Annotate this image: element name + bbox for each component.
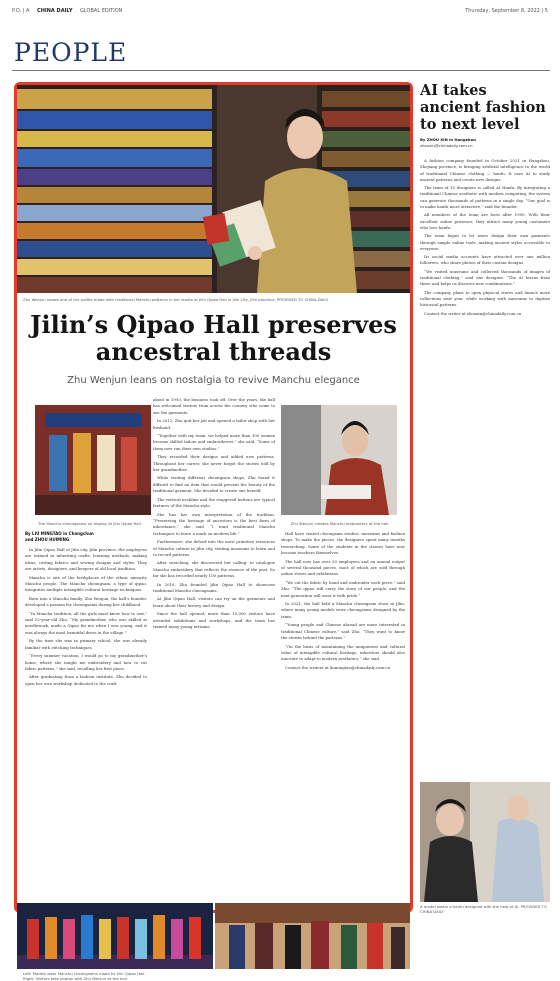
side-article[interactable] — [420, 82, 550, 916]
paragraph: The vertical neckline and the staggered buttons are typical features of the Manchu style. — [153, 496, 275, 509]
paragraph: about in 1993, the business took off. Over the years, the hall has welcomed visitors from across the country who come to see the garments. — [153, 397, 275, 415]
side-byline-email: zhouxin@chinadaily.com.cn — [420, 142, 473, 148]
feature-article[interactable] — [14, 82, 413, 981]
paragraph: In 2012, Zhu quit her job and opened a tailor shop with her husband. — [153, 418, 275, 430]
paragraph: After graduating from a fashion institute, Zhu decided to open her own workshop dedicated to the craft. — [25, 674, 147, 686]
masthead-page-ref: P.O. | A — [12, 8, 30, 14]
masthead-left — [12, 8, 128, 14]
photo-left-caption: The Manchu cheongsams on display at Jilin Qipao Hall. — [38, 521, 142, 526]
paragraph: The hall now has over 50 employees and an annual output of several thousand pieces, most of which are sold through online stores and exhibitions. — [281, 558, 405, 577]
cheongsam-display-photo — [35, 405, 151, 515]
embroidery-illustration — [281, 405, 397, 515]
paragraph: A fashion company founded in October 2021 in Hangzhou, Zhejiang province, is bringing artificial intelligence to the world of traditional Chinese clothing — hanfu. It uses AI to study ancient patterns and create new designs. — [420, 158, 550, 182]
paragraph: The team hopes to let users design their own garments through simple online tools, making ancient styles accessible to everyone. — [420, 233, 550, 251]
paragraph: “Every summer vacation, I would go to my grandmother’s home, where she taught me embroidery and how to cut fabric patterns,” she said, recalling her first piece. — [25, 653, 147, 671]
photo-right-caption: Zhu Wenjun creates Manchu embroidery at the hall. — [290, 521, 390, 526]
paragraph: All members of the team are born after 1990. With their excellent online presence, they attract many young customers who love hanfu. — [420, 212, 550, 230]
bottom-right-caption: Right: Visitors take photos with Zhu Wenjun at the hall. — [23, 976, 128, 981]
embroidery-photo — [281, 405, 397, 515]
hero-photo — [17, 85, 410, 293]
paragraph: Manchu is one of the birthplaces of the ethnic minority Manchu people. The Manchu cheongsam, a type of qipao, integrates multiple intangible cultural heritage techniques. — [25, 574, 147, 593]
visitors-illustration — [215, 903, 410, 969]
masthead-date: Thursday, September 8, 2022 | 5 — [465, 8, 548, 14]
feature-column-2 — [153, 397, 275, 897]
section-title: PEOPLE — [14, 38, 128, 67]
feature-byline — [25, 531, 145, 543]
bottom-photo-strip — [17, 903, 410, 969]
paragraph: “In Manchu tradition, all the girls must know how to sew,” said 52-year-old Zhu. “My grandmother, who was skilled at needlework, made a Qipao for me when I was young, and it was always the most beautiful dress in the village.” — [25, 610, 147, 635]
hero-caption: Zhu Wenjun shows one of her outfits made with traditional Manchu patterns in her studio at Jilin Qipao Hall in Jilin City, Jilin province. PROVIDED TO CHINA DAILY — [23, 297, 329, 302]
side-photo — [420, 782, 550, 902]
paragraph: In 2021, the hall held a Manchu cheongsam show in Jilin, where many young models wore cheongsams designed by the team. — [281, 601, 405, 619]
hero-illustration — [17, 85, 410, 293]
paragraph: “Young people and Chinese abroad are more interested in traditional Chinese culture,” said Zhu. “They want to know the stories behind the patterns.” — [281, 622, 405, 641]
paragraph: “Together with my team, we helped more than 100 women become skilled tailors and embroiderers,” she said. “Some of them now run their own studios.” — [153, 433, 275, 451]
paragraph: At Jilin Qipao Hall, visitors can try on the garments and learn about their history and design. — [153, 596, 275, 608]
paragraph: Born into a Manchu family, Zhu Wenjun, the hall’s founder, developed a passion for cheongsams during her childhood. — [25, 595, 147, 608]
side-byline — [420, 137, 550, 148]
feature-column-3 — [281, 531, 405, 897]
paragraph: The company plans to open physical stores and launch more collections next year, while working with museums to digitize historical patterns. — [420, 289, 550, 308]
paragraph: Hall have visited cheongsam studios, museums and fashion shops. To make the pieces, the designers spent many months researching. Some of the students in the classes have now become teachers themselves. — [281, 531, 405, 556]
feature-headline[interactable]: Jilin’s Qipao Hall preserves ancestral threads — [30, 310, 397, 366]
paragraph: They recorded their designs and added new patterns. Throughout her career, she never forgot the stories told by her grandmother. — [153, 454, 275, 473]
byline-authors: By LIU MINGTAO in Changchun — [25, 531, 94, 536]
paragraph: “We cut the fabric by hand and embroider each piece,” said Zhu. “The qipao will carry the story of our people, and the next generation will wear it with pride.” — [281, 579, 405, 598]
section-rule — [12, 70, 550, 71]
paragraph: “We visited museums and collected thousands of images of traditional clothing,” said one designer. “The AI learns from these and helps us discover new combinations.” — [420, 268, 550, 287]
masthead-edition: GLOBAL EDITION — [80, 8, 123, 14]
paragraph: She has her own interpretation of the tradition. “Preserving the heritage of ancestors is the best form of inheritance,” she said. “I want traditional Manchu techniques to leave a mark on modern life.” — [153, 511, 275, 536]
side-photo-caption: A model wears a hanfu designed with the help of AI. PROVIDED TO CHINA DAILY — [420, 904, 547, 914]
side-byline-author: By ZHOU XIN in Hangzhou — [420, 137, 476, 142]
cheongsam-display-illustration — [35, 405, 151, 515]
models-illustration — [17, 903, 213, 969]
bottom-captions — [23, 971, 403, 981]
models-photo — [17, 903, 213, 969]
paragraph: Its social media accounts have attracted over one million followers, who share photos of their custom designs. — [420, 254, 550, 266]
paragraph: In Jilin Qipao Hall of Jilin city, Jilin province, the employees are trained in inheriting crafts, learning methods, making ideas, cutting fabrics and sewing designs and styles. They are artists, designers, and keepers of old local tradition. — [25, 547, 147, 572]
paragraph: Since the hall opened, more than 10,000 visitors have attended exhibitions and workshops, and the team has trained many young artisans. — [153, 611, 275, 629]
byline-coauthor: and ZHOU HUIMING — [25, 537, 70, 542]
feature-column-1 — [25, 547, 147, 897]
masthead — [12, 4, 548, 18]
contact-line: Contact the writers at liumingtao@chinadaily.com.cn — [285, 664, 390, 670]
side-body — [420, 158, 550, 758]
paragraph: While visiting different cheongsam shops, Zhu found it difficult to find an item that would present the beauty of the traditional garment. She decided to create one herself. — [153, 475, 275, 494]
bottom-left-caption: Left: Models wear Manchu cheongsams made by Jilin Qipao Hall. — [23, 971, 146, 976]
masthead-brand: CHINA DAILY — [37, 8, 73, 14]
paragraph: The team of 10 designers is called AI Hanfu. By integrating a traditional Chinese aesthetic with modern computing, the system can generate thousands of patterns in a single day. “Our goal is to make hanfu more attractive,” said the founder. — [420, 185, 550, 210]
paragraph: Furthermore, she delved into the most primitive resources of Manchu culture in Jilin city, visiting museums to learn and to record patterns. — [153, 539, 275, 557]
visitors-photo — [215, 903, 410, 969]
feature-subhead: Zhu Wenjun leans on nostalgia to revive Manchu elegance — [67, 375, 360, 386]
paragraph: In 2016, Zhu founded Jilin Qipao Hall to showcase traditional Manchu cheongsams. — [153, 581, 275, 593]
side-photo-illustration — [420, 782, 550, 902]
paragraph: By the time she was in primary school, she was already familiar with stitching techniques. — [25, 638, 147, 650]
side-headline[interactable]: AI takes ancient fashion to next level — [420, 82, 546, 133]
paragraph: After searching, she discovered her calling: to catalogue Manchu embroidery that reflects the essence of the past. So far she has recorded nearly 100 patterns. — [153, 560, 275, 579]
paragraph: “On the basis of maintaining the uniqueness and cultural value of intangible cultural heritage, inheritors should also innovate to adapt to modern aesthetics,” she said. — [281, 643, 405, 662]
contact-line: Contact the writer at zhouxin@chinadaily.com.cn — [424, 310, 522, 316]
